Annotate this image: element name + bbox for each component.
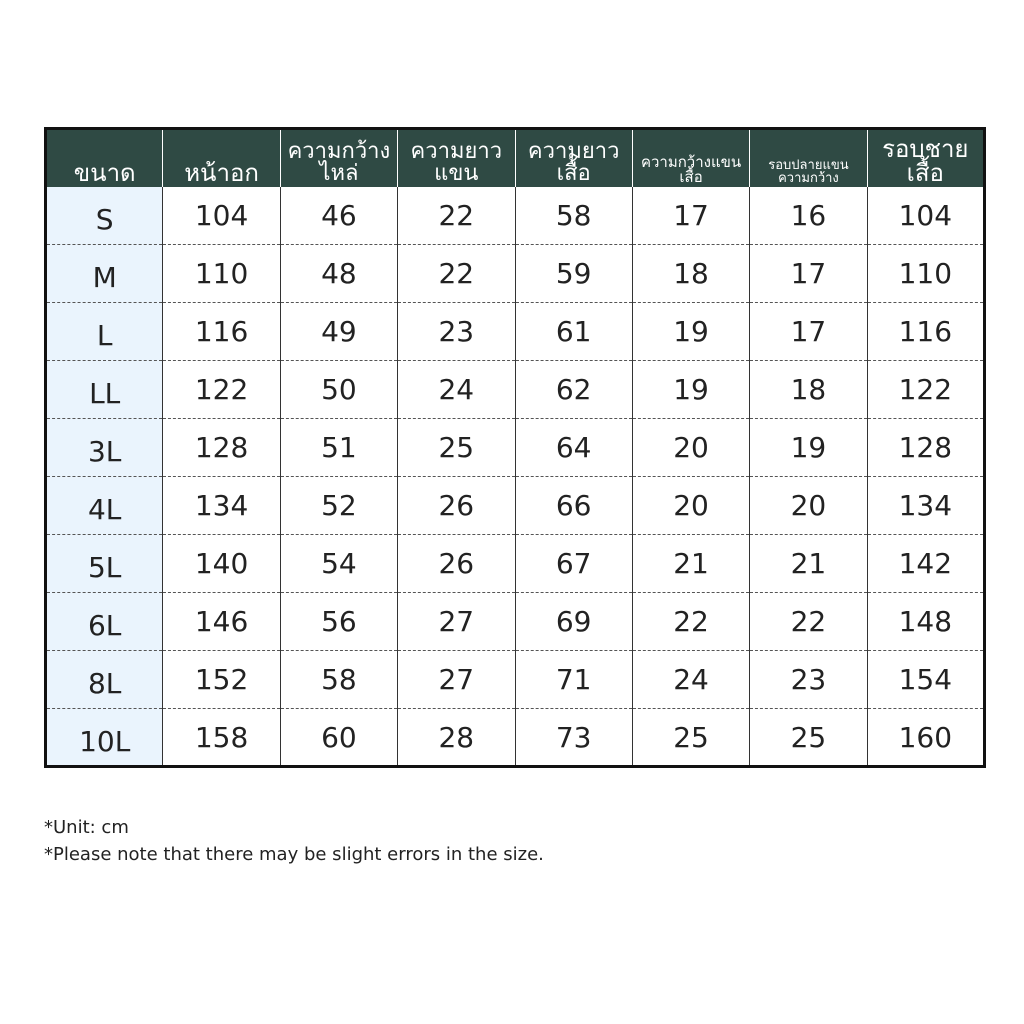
measurement-cell: 22 (398, 187, 515, 245)
measurement-cell: 23 (398, 303, 515, 361)
measurement-cell: 28 (398, 709, 515, 767)
measurement-cell: 49 (280, 303, 397, 361)
measurement-cell: 27 (398, 593, 515, 651)
measurement-cell: 110 (163, 245, 280, 303)
measurement-cell: 18 (632, 245, 749, 303)
measurement-cell: 104 (163, 187, 280, 245)
measurement-cell: 27 (398, 651, 515, 709)
measurement-cell: 17 (750, 303, 867, 361)
measurement-cell: 148 (867, 593, 984, 651)
measurement-cell: 64 (515, 419, 632, 477)
measurement-cell: 24 (398, 361, 515, 419)
measurement-cell: 62 (515, 361, 632, 419)
measurement-cell: 128 (867, 419, 984, 477)
measurement-cell: 20 (632, 477, 749, 535)
table-row (46, 245, 985, 303)
measurement-cell: 69 (515, 593, 632, 651)
measurement-cell: 25 (632, 709, 749, 767)
measurement-cell: 21 (632, 535, 749, 593)
measurement-cell: 20 (750, 477, 867, 535)
size-label-cell: 10L (46, 709, 163, 767)
measurement-cell: 146 (163, 593, 280, 651)
size-label-cell: 4L (46, 477, 163, 535)
measurement-cell: 52 (280, 477, 397, 535)
measurement-cell: 56 (280, 593, 397, 651)
table-row (46, 187, 985, 245)
measurement-cell: 58 (515, 187, 632, 245)
disclaimer-note: *Please note that there may be slight errors in the size. (44, 844, 544, 865)
notes (44, 814, 544, 868)
table-row (46, 593, 985, 651)
table-header-row (46, 129, 985, 187)
measurement-cell: 61 (515, 303, 632, 361)
table-row (46, 361, 985, 419)
measurement-cell: 25 (750, 709, 867, 767)
measurement-cell: 26 (398, 477, 515, 535)
header-cuff-width: รอบปลายแขนความกว้าง (750, 129, 867, 187)
measurement-cell: 46 (280, 187, 397, 245)
size-label-cell: 6L (46, 593, 163, 651)
size-label-cell: M (46, 245, 163, 303)
measurement-cell: 19 (750, 419, 867, 477)
table-row (46, 477, 985, 535)
measurement-cell: 19 (632, 361, 749, 419)
measurement-cell: 22 (750, 593, 867, 651)
measurement-cell: 20 (632, 419, 749, 477)
size-label-cell: 3L (46, 419, 163, 477)
table-row (46, 303, 985, 361)
measurement-cell: 134 (163, 477, 280, 535)
measurement-cell: 140 (163, 535, 280, 593)
unit-note: *Unit: cm (44, 817, 129, 838)
measurement-cell: 26 (398, 535, 515, 593)
header-shoulder-width: ความกว้างไหล่ (280, 129, 397, 187)
header-size: ขนาด (46, 129, 163, 187)
size-label-cell: 5L (46, 535, 163, 593)
measurement-cell: 17 (750, 245, 867, 303)
measurement-cell: 51 (280, 419, 397, 477)
measurement-cell: 19 (632, 303, 749, 361)
measurement-cell: 16 (750, 187, 867, 245)
measurement-cell: 60 (280, 709, 397, 767)
table-body (46, 187, 985, 767)
measurement-cell: 23 (750, 651, 867, 709)
measurement-cell: 22 (398, 245, 515, 303)
measurement-cell: 24 (632, 651, 749, 709)
measurement-cell: 59 (515, 245, 632, 303)
measurement-cell: 154 (867, 651, 984, 709)
header-chest: หน้าอก (163, 129, 280, 187)
measurement-cell: 158 (163, 709, 280, 767)
measurement-cell: 48 (280, 245, 397, 303)
measurement-cell: 22 (632, 593, 749, 651)
measurement-cell: 17 (632, 187, 749, 245)
measurement-cell: 116 (867, 303, 984, 361)
table-row (46, 535, 985, 593)
table-row (46, 651, 985, 709)
size-chart-table (44, 127, 986, 768)
table-row (46, 419, 985, 477)
measurement-cell: 110 (867, 245, 984, 303)
measurement-cell: 21 (750, 535, 867, 593)
measurement-cell: 104 (867, 187, 984, 245)
measurement-cell: 152 (163, 651, 280, 709)
measurement-cell: 18 (750, 361, 867, 419)
size-label-cell: 8L (46, 651, 163, 709)
header-body-length: ความยาวเสื้อ (515, 129, 632, 187)
measurement-cell: 67 (515, 535, 632, 593)
measurement-cell: 50 (280, 361, 397, 419)
measurement-cell: 142 (867, 535, 984, 593)
size-label-cell: LL (46, 361, 163, 419)
header-hem-circumference: รอบชายเสื้อ (867, 129, 984, 187)
size-label-cell: S (46, 187, 163, 245)
measurement-cell: 122 (163, 361, 280, 419)
size-label-cell: L (46, 303, 163, 361)
measurement-cell: 71 (515, 651, 632, 709)
measurement-cell: 25 (398, 419, 515, 477)
measurement-cell: 66 (515, 477, 632, 535)
measurement-cell: 58 (280, 651, 397, 709)
header-sleeve-width: ความกว้างแขนเสื้อ (632, 129, 749, 187)
measurement-cell: 134 (867, 477, 984, 535)
measurement-cell: 73 (515, 709, 632, 767)
table-row (46, 709, 985, 767)
measurement-cell: 122 (867, 361, 984, 419)
measurement-cell: 128 (163, 419, 280, 477)
measurement-cell: 54 (280, 535, 397, 593)
measurement-cell: 116 (163, 303, 280, 361)
header-sleeve-length: ความยาวแขน (398, 129, 515, 187)
measurement-cell: 160 (867, 709, 984, 767)
